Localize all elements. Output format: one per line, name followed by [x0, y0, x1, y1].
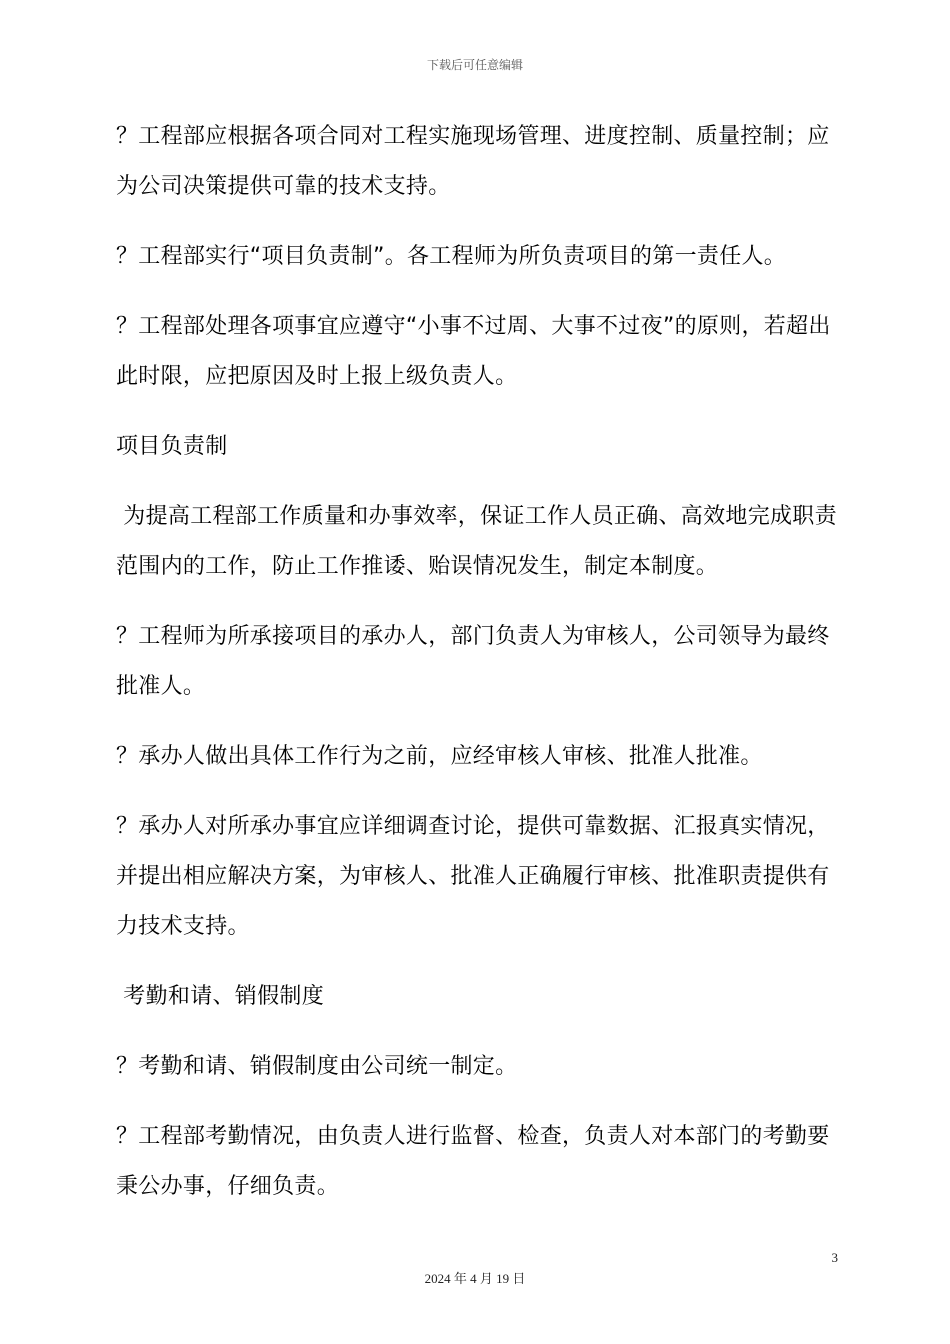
- page-footer-date: 2024 年 4 月 19 日: [424, 1271, 526, 1286]
- section-heading-project-responsibility: 项目负责制: [116, 434, 228, 459]
- section-heading-attendance-leave: 考勤和请、销假制度: [116, 984, 324, 1009]
- document-body: [116, 112, 838, 1232]
- paragraph-purpose: 为提高工程部工作质量和办事效率，保证工作人员正确、高效地完成职责范围内的工作，防止工作推诿、贻误情况发生，制定本制度。: [116, 504, 837, 579]
- paragraph-approval-before-action: ？承办人做出具体工作行为之前，应经审核人审核、批准人批准。: [116, 744, 763, 769]
- paragraph-attendance-policy: ？考勤和请、销假制度由公司统一制定。: [116, 1054, 518, 1079]
- paragraph-engineering-duties: ？工程部应根据各项合同对工程实施现场管理、进度控制、质量控制；应为公司决策提供可靠的技术支持。: [116, 124, 830, 199]
- paragraph-project-responsibility-system: ？工程部实行“项目负责制”。各工程师为所负责项目的第一责任人。: [116, 244, 787, 269]
- paragraph-investigation: ？承办人对所承办事宜应详细调查讨论，提供可靠数据、汇报真实情况，并提出相应解决方案，为审核人、批准人正确履行审核、批准职责提供有力技术支持。: [116, 814, 830, 939]
- page-header: 下载后可任意编辑: [426, 58, 523, 72]
- page-number: 3: [831, 1250, 838, 1265]
- paragraph-roles: ？工程师为所承接项目的承办人，部门负责人为审核人，公司领导为最终批准人。: [116, 624, 830, 699]
- paragraph-handling-principle: ？工程部处理各项事宜应遵守“小事不过周、大事不过夜”的原则，若超出此时限，应把原因及时上报上级负责人。: [116, 314, 831, 389]
- paragraph-attendance-supervision: ？工程部考勤情况，由负责人进行监督、检查，负责人对本部门的考勤要秉公办事，仔细负责。: [116, 1124, 830, 1199]
